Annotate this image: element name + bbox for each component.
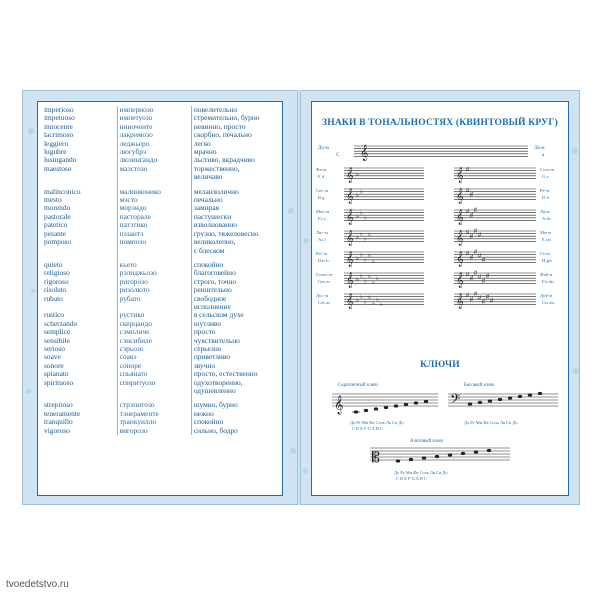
terms-panel: [37, 101, 283, 496]
terms-table: [42, 106, 280, 435]
flat-icon: ♭: [368, 274, 371, 281]
translation: звучно: [193, 361, 216, 370]
translation: в сельском духе: [193, 311, 244, 320]
flat-icon: ♭: [356, 172, 359, 179]
flat-icon: ♭: [376, 296, 379, 303]
pronunciation: транкуилло: [117, 418, 191, 426]
translation: скорбно, печально: [193, 131, 252, 140]
table-row: [42, 204, 280, 212]
sharp-icon: ♯: [486, 273, 489, 280]
pronunciation: люзингандо: [117, 156, 191, 164]
italian-term: leggiero: [44, 139, 69, 148]
table-row: [42, 114, 280, 122]
pronunciation: инноченте: [117, 123, 191, 131]
table-row: [42, 140, 280, 148]
key-letter: H gis: [542, 258, 552, 263]
table-row: [42, 286, 280, 294]
table-row: [42, 401, 280, 409]
bass-clef-label: Басовый ключ: [464, 383, 495, 388]
translation: замирая: [193, 204, 220, 213]
note-syllables: До Ре Ми Фа Соль Ля Си До: [394, 470, 448, 475]
right-page: [300, 90, 580, 505]
table-row: [42, 213, 280, 221]
key-signatures-diagram: [314, 134, 568, 324]
pronunciation: [117, 247, 191, 255]
table-row: [42, 238, 280, 246]
key-name: До♯-м: [540, 293, 553, 298]
flat-icon: ♭: [356, 235, 359, 242]
key-letter: a: [542, 153, 545, 158]
sharp-icon: ♯: [474, 228, 477, 235]
note-head: [364, 409, 368, 412]
treble-clef-icon: 𝄞: [346, 272, 354, 287]
translation: грузно, тяжеловесно: [193, 229, 259, 238]
pronunciation: морэндо: [117, 204, 191, 212]
italian-term: innocente: [44, 122, 73, 131]
flat-icon: ♭: [364, 257, 367, 264]
table-row: [42, 156, 280, 164]
pronunciation: кьето: [117, 261, 191, 269]
italian-term: spianato: [44, 370, 69, 379]
key-letter: D h: [542, 195, 549, 200]
flat-icon: ♭: [360, 294, 363, 301]
sharp-icon: ♯: [486, 294, 489, 301]
table-row: [42, 370, 280, 378]
italian-term: patetico: [44, 221, 68, 230]
note-head: [478, 401, 482, 404]
table-row: [42, 320, 280, 328]
italian-term: mesto: [44, 196, 62, 205]
key-letter: Ces as: [318, 300, 330, 305]
translation: одушевленно: [193, 387, 236, 395]
key-name: Ре-м: [540, 188, 549, 193]
key-name: Ля♭-м: [316, 230, 328, 235]
pronunciation: мэсто: [117, 196, 191, 204]
note-head: [404, 403, 408, 406]
note-head: [528, 393, 532, 396]
clefs-title: КЛЮЧИ: [420, 360, 460, 370]
pronunciation: спиритуозо: [117, 379, 191, 387]
translation: с блеском: [193, 246, 225, 255]
note-head: [461, 452, 465, 455]
treble-clef-icon: 𝄞: [346, 251, 354, 266]
italian-term: imperioso: [44, 106, 74, 114]
key-letter: As f: [318, 237, 326, 242]
note-head: [424, 400, 428, 403]
treble-clef-icon: 𝄞: [346, 230, 354, 245]
flat-icon: ♭: [372, 258, 375, 265]
table-row: [42, 278, 280, 286]
sharp-icon: ♯: [466, 188, 469, 194]
treble-clef-icon: 𝄞: [456, 188, 464, 203]
note-head: [538, 392, 542, 395]
flat-icon: ♭: [360, 252, 363, 259]
translation: мрачно: [193, 148, 217, 157]
translation: просто, естественно: [193, 370, 258, 379]
translation: сильно, бодро: [193, 426, 238, 435]
flat-icon: ♭: [372, 279, 375, 286]
sharp-icon: ♯: [478, 274, 481, 281]
pronunciation: рэлиджьозо: [117, 269, 191, 277]
italian-term: strepitoso: [44, 401, 73, 410]
pronunciation: малинконико: [117, 188, 191, 196]
italian-term: malinconico: [44, 187, 81, 196]
pronunciation: рубато: [117, 295, 191, 303]
pronunciation: сэрьозо: [117, 345, 191, 353]
note-head: [474, 450, 478, 453]
treble-clef-icon: 𝄞: [456, 251, 464, 266]
key-letter: E cis: [542, 237, 552, 242]
key-name: Ми♭-м: [316, 209, 330, 214]
key-letter: A fis: [542, 216, 551, 221]
translation: взволнованно: [193, 221, 237, 230]
italian-term: soave: [44, 353, 61, 362]
flat-icon: ♭: [372, 300, 375, 307]
translation: благоговейно: [193, 269, 236, 278]
translation: невинно, просто: [193, 122, 246, 131]
flat-icon: ♭: [376, 275, 379, 282]
key-letter: Fis dis: [542, 279, 555, 284]
clefs-diagram: [314, 376, 568, 486]
note-head: [508, 396, 512, 399]
translation: одухотворенно,: [193, 378, 243, 387]
pronunciation: скерцандо: [117, 320, 191, 328]
table-row: [42, 328, 280, 336]
italian-term: serioso: [44, 344, 65, 353]
pronunciation: помпозо: [117, 238, 191, 246]
italian-term: rustico: [44, 311, 65, 320]
treble-clef-icon: 𝄞: [346, 293, 354, 308]
translation: льстиво, вкрадчиво: [193, 156, 255, 165]
pronunciation: лакримозо: [117, 131, 191, 139]
flat-icon: ♭: [356, 256, 359, 263]
sharp-icon: ♯: [474, 249, 477, 256]
sharp-icon: ♯: [470, 212, 473, 219]
italian-term: spirituoso: [44, 378, 74, 387]
italian-term: tranquillo: [44, 418, 73, 427]
table-row: [42, 269, 280, 277]
pronunciation: пэзантэ: [117, 230, 191, 238]
table-row: [42, 247, 280, 255]
table-row: [42, 337, 280, 345]
key-letter: B g: [318, 195, 325, 200]
sharp-icon: ♯: [466, 167, 469, 173]
table-row: [42, 387, 280, 395]
italian-term: scherzando: [44, 319, 78, 328]
sharp-icon: ♯: [482, 257, 485, 264]
sharp-icon: ♯: [490, 298, 493, 305]
italian-term: pesante: [44, 229, 67, 238]
theory-panel: [311, 101, 569, 496]
note-head: [422, 456, 426, 459]
italian-term: [42, 247, 117, 255]
pronunciation: ризолюто: [117, 286, 191, 294]
key-letter: G e: [542, 174, 549, 179]
table-row: [42, 221, 280, 229]
note-head: [394, 404, 398, 407]
pronunciation: сэнсибиле: [117, 337, 191, 345]
table-row: [42, 362, 280, 370]
pronunciation: сэмпличе: [117, 328, 191, 336]
flat-icon: ♭: [356, 193, 359, 200]
key-name: Соль-м: [540, 167, 555, 172]
sharp-icon: ♯: [478, 232, 481, 239]
pronunciation: [117, 387, 191, 395]
pronunciation: импетуозо: [117, 114, 191, 122]
pronunciation: люгубрэ: [117, 148, 191, 156]
treble-clef-icon: 𝄞: [456, 209, 464, 224]
italian-term: pomposo: [44, 238, 72, 247]
pronunciation: патэтико: [117, 221, 191, 229]
flat-icon: ♭: [356, 214, 359, 221]
note-letters: C D E F G A H C: [396, 476, 427, 481]
pronunciation: тэнераменте: [117, 410, 191, 418]
sharp-icon: ♯: [474, 291, 477, 298]
pronunciation: соавэ: [117, 353, 191, 361]
translation: нежно: [193, 409, 214, 418]
pronunciation: рустико: [117, 311, 191, 319]
italian-term: lacrimoso: [44, 131, 74, 140]
note-head: [409, 458, 413, 461]
table-row: [42, 261, 280, 269]
note-head: [414, 401, 418, 404]
table-row: [42, 295, 280, 303]
note-head: [498, 398, 502, 401]
translation: серьезно: [193, 344, 222, 353]
bass-clef-icon: 𝄢: [450, 393, 461, 410]
flat-icon: ♭: [380, 302, 383, 309]
table-row: [42, 165, 280, 173]
sharp-icon: ♯: [466, 209, 469, 215]
translation: шумно, бурно: [193, 401, 238, 410]
translation: повелительно: [193, 106, 238, 114]
translation: приветливо: [193, 353, 230, 362]
flat-icon: ♭: [360, 189, 363, 196]
key-name: До♭-м: [316, 293, 329, 298]
table-row: [42, 345, 280, 353]
translation: величаво: [193, 173, 223, 182]
flat-icon: ♭: [356, 298, 359, 305]
translation: печально: [193, 196, 223, 205]
sharp-icon: ♯: [466, 230, 469, 236]
italian-term: vigoroso: [44, 426, 70, 435]
italian-term: rigoroso: [44, 277, 69, 286]
sharp-icon: ♯: [470, 191, 473, 198]
italian-term: semplice: [44, 328, 71, 337]
sharp-icon: ♯: [474, 207, 477, 214]
note-head: [518, 395, 522, 398]
italian-term: rubato: [44, 294, 63, 303]
italian-term: lusingando: [44, 156, 77, 165]
sharp-icon: ♯: [470, 275, 473, 282]
table-row: [42, 418, 280, 426]
translation: исполнение: [193, 302, 231, 311]
note-head: [448, 453, 452, 456]
sharp-icon: ♯: [466, 293, 469, 299]
note-head: [374, 407, 378, 410]
translation: стремительно, бурно: [193, 114, 260, 123]
key-name: Ре♭-м: [316, 251, 328, 256]
key-name: Си-м: [540, 251, 550, 256]
sharp-icon: ♯: [466, 272, 469, 278]
table-row: [42, 131, 280, 139]
treble-clef-icon: 𝄞: [346, 209, 354, 224]
translation: спокойно: [193, 260, 224, 269]
translation: шутливо: [193, 319, 222, 328]
key-letter: Es c: [318, 216, 326, 221]
key-letter: C: [336, 153, 340, 158]
italian-term: sensibile: [44, 336, 70, 345]
pronunciation: спьянато: [117, 370, 191, 378]
table-row: [42, 230, 280, 238]
table-row: [42, 173, 280, 181]
italian-term: [42, 303, 117, 311]
table-row: [42, 379, 280, 387]
treble-clef-icon: 𝄞: [346, 188, 354, 203]
flat-icon: ♭: [368, 232, 371, 239]
pronunciation: ригорозо: [117, 278, 191, 286]
translation: великолепно,: [193, 238, 236, 247]
italian-term: maestoso: [44, 164, 72, 173]
italian-term: lugubre: [44, 148, 67, 157]
italian-term: risoluto: [44, 286, 67, 295]
italian-term: teneramente: [44, 409, 81, 418]
treble-clef-icon: 𝄞: [456, 293, 464, 308]
sharp-icon: ♯: [482, 278, 485, 285]
note-head: [384, 406, 388, 409]
table-row: [42, 188, 280, 196]
pronunciation: пасторале: [117, 213, 191, 221]
pronunciation: соноре: [117, 362, 191, 370]
flat-icon: ♭: [364, 299, 367, 306]
table-row: [42, 427, 280, 435]
key-name: До-м: [318, 146, 329, 151]
pronunciation: [117, 303, 191, 311]
pronunciation: маэстозо: [117, 165, 191, 173]
note-head: [488, 399, 492, 402]
sharp-icon: ♯: [470, 296, 473, 303]
flat-icon: ♭: [364, 236, 367, 243]
key-name: Си♭-м: [316, 188, 329, 193]
translation: пастушески: [193, 212, 232, 221]
italian-term: pastorale: [44, 212, 71, 221]
key-name: Соль♭-м: [316, 272, 333, 277]
translation: свободное: [193, 294, 227, 303]
left-page: [22, 90, 298, 505]
sharp-icon: ♯: [474, 270, 477, 277]
treble-clef-label: Скрипичный ключ: [338, 383, 378, 388]
note-head: [396, 459, 400, 462]
translation: легко: [193, 139, 211, 148]
translation: спокойно: [193, 418, 224, 427]
table-row: [42, 311, 280, 319]
note-head: [487, 449, 491, 452]
key-name: Ля-м: [540, 209, 550, 214]
treble-clef-icon: 𝄞: [346, 167, 354, 182]
translation: торжественно,: [193, 164, 240, 173]
italian-term: [42, 387, 117, 395]
italian-term: [42, 173, 117, 181]
note-syllables: До Ре Ми Фа Соль Ля Си До: [464, 420, 518, 425]
key-name: Фа♯-м: [540, 272, 553, 277]
key-name: Ми-м: [540, 230, 551, 235]
flat-icon: ♭: [364, 278, 367, 285]
treble-clef-icon: 𝄞: [456, 167, 464, 182]
pronunciation: стрэпитозо: [117, 401, 191, 409]
treble-clef-icon: 𝄞: [360, 146, 369, 161]
translation: чувствительно: [193, 336, 240, 345]
treble-clef-icon: 𝄞: [456, 230, 464, 245]
flat-icon: ♭: [368, 295, 371, 302]
pronunciation: империозо: [117, 106, 191, 114]
italian-term: sonore: [44, 361, 64, 370]
sharp-icon: ♯: [470, 254, 473, 261]
key-letter: Ges es: [318, 279, 331, 284]
table-row: [42, 196, 280, 204]
pronunciation: [117, 173, 191, 181]
key-letter: F d: [318, 174, 325, 179]
flat-icon: ♭: [356, 277, 359, 284]
note-letters: C D E F G A H C: [352, 426, 383, 431]
key-name: Ля-м: [534, 146, 545, 151]
table-row: [42, 148, 280, 156]
note-syllables: До Ре Ми Фа Соль Ля Си До: [350, 420, 404, 425]
keys-title: ЗНАКИ В ТОНАЛЬНОСТЯХ (КВИНТОВЫЙ КРУГ): [322, 118, 558, 128]
flat-icon: ♭: [364, 215, 367, 222]
pronunciation: леджьеро: [117, 140, 191, 148]
alto-clef-icon: 𝄡: [372, 451, 380, 466]
pronunciation: вигорозо: [117, 427, 191, 435]
italian-term: quieto: [44, 260, 63, 269]
table-row: [42, 123, 280, 131]
translation: решительно: [193, 286, 232, 295]
italian-term: impetuoso: [44, 114, 75, 123]
site-watermark: tvoedetstvo.ru: [6, 579, 69, 590]
sharp-icon: ♯: [470, 233, 473, 240]
table-row: [42, 410, 280, 418]
table-row: [42, 106, 280, 114]
treble-clef-icon: 𝄞: [456, 272, 464, 287]
sharp-icon: ♯: [478, 295, 481, 302]
italian-term: morendo: [44, 204, 71, 213]
flat-icon: ♭: [360, 273, 363, 280]
flat-icon: ♭: [360, 210, 363, 217]
flat-icon: ♭: [360, 231, 363, 238]
key-letter: Des b: [318, 258, 329, 263]
table-row: [42, 353, 280, 361]
alto-clef-label: Альтовый ключ: [410, 439, 444, 444]
italian-term: religioso: [44, 269, 70, 278]
flat-icon: ♭: [368, 253, 371, 260]
translation: строго, точно: [193, 277, 237, 286]
translation: меланхолично: [193, 187, 239, 196]
sharp-icon: ♯: [478, 253, 481, 260]
treble-clef-icon: 𝄞: [334, 397, 344, 414]
key-letter: Cis ais: [542, 300, 555, 305]
translation: просто: [193, 328, 216, 337]
note-head: [435, 455, 439, 458]
note-head: [468, 402, 472, 405]
table-row: [42, 303, 280, 311]
sharp-icon: ♯: [482, 299, 485, 306]
sharp-icon: ♯: [466, 251, 469, 257]
key-name: Фа-м: [316, 167, 327, 172]
